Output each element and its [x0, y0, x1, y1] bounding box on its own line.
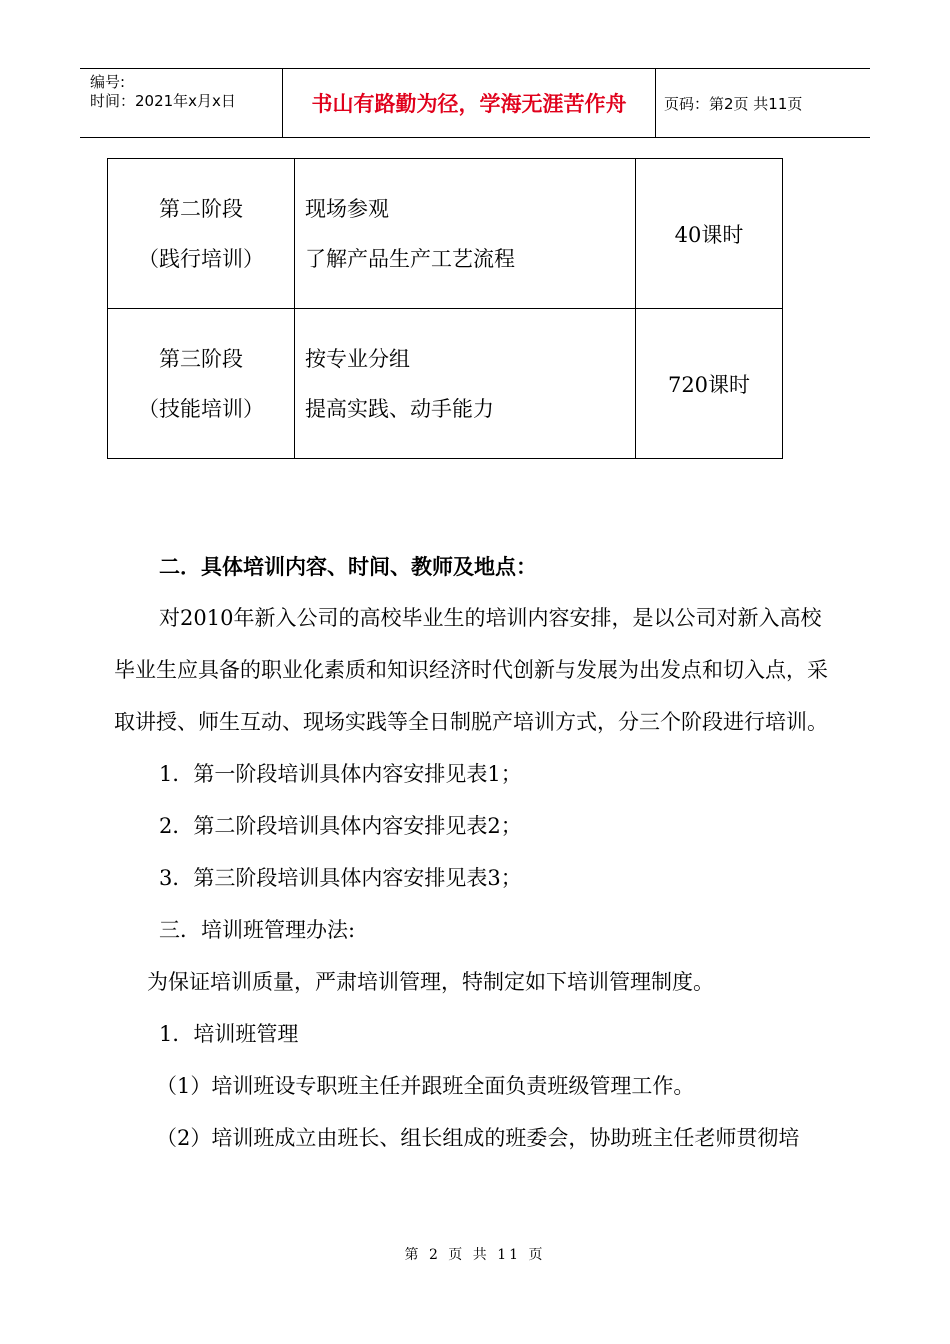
- section-heading: 三．培训班管理办法:: [159, 918, 356, 942]
- hours-cell: 40课时: [636, 159, 783, 309]
- stage-type: （践行培训）: [138, 246, 264, 271]
- stage-type: （技能培训）: [138, 396, 264, 421]
- sub-item: （2）培训班成立由班长、组长组成的班委会，协助班主任老师贯彻培: [156, 1126, 800, 1150]
- table-row: [108, 159, 783, 309]
- page-header: [80, 68, 870, 138]
- stage-name: 第二阶段: [159, 196, 243, 221]
- header-page-label: 页码：第2页 共11页: [664, 94, 803, 113]
- list-item: 1．培训班管理: [159, 1022, 299, 1046]
- header-meta: [90, 73, 236, 111]
- content-line: 现场参观: [305, 196, 389, 221]
- list-item: 3．第三阶段培训具体内容安排见表3；: [159, 866, 522, 890]
- content-line: 了解产品生产工艺流程: [305, 246, 515, 271]
- document-number-label: 编号:: [90, 73, 126, 91]
- page-footer: 第 2 页 共 11 页: [404, 1247, 546, 1263]
- document-body: [114, 542, 836, 1164]
- list-item: 2．第二阶段培训具体内容安排见表2；: [159, 814, 522, 838]
- stage-name: 第三阶段: [159, 346, 243, 371]
- sub-item: （1）培训班设专职班主任并跟班全面负责班级管理工作。: [156, 1074, 695, 1098]
- header-motto: 书山有路勤为径，学海无涯苦作舟: [282, 69, 656, 137]
- intro-paragraph: 对2010年新入公司的高校毕业生的培训内容安排，是以公司对新入高校毕业生应具备的职业化素质和知识经济时代创新与发展为出发点和切入点，采取讲授、师生互动、现场实践等全日制脱产培训方式，分三个阶段进行培训。: [114, 606, 828, 734]
- stage-cell: [108, 159, 295, 309]
- content-line: 提高实践、动手能力: [305, 396, 494, 421]
- hours-cell: 720课时: [636, 309, 783, 459]
- document-time-label: 时间：2021年x月x日: [90, 92, 236, 110]
- table-row: [108, 309, 783, 459]
- management-intro: 为保证培训质量，严肃培训管理，特制定如下培训管理制度。: [147, 970, 714, 994]
- list-item: 1．第一阶段培训具体内容安排见表1；: [159, 762, 522, 786]
- section-heading: 二．具体培训内容、时间、教师及地点：: [159, 554, 537, 579]
- content-line: 按专业分组: [305, 346, 410, 371]
- content-cell: [295, 309, 636, 459]
- content-cell: [295, 159, 636, 309]
- stage-cell: [108, 309, 295, 459]
- training-stage-table: [107, 158, 783, 459]
